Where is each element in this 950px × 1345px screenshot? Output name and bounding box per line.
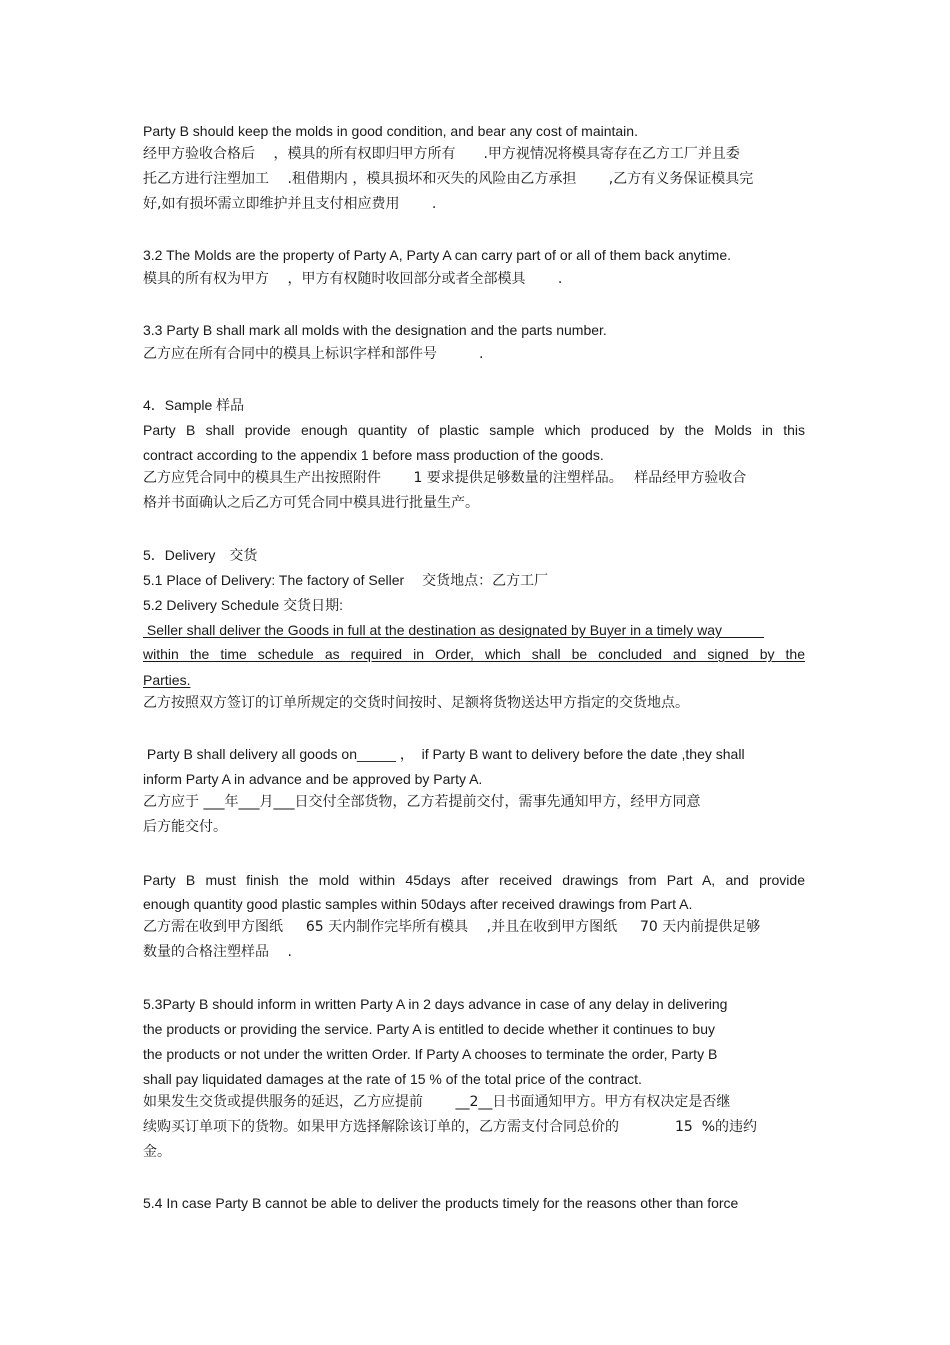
section-5-heading: 5．Delivery 交货: [143, 547, 258, 563]
clause-5-3-english-line-4: shall pay liquidated damages at the rate of 15 % of the total price of the contract.: [143, 1071, 642, 1087]
section-4-chinese-line-2: 格并书面确认之后乙方可凭合同中模具进行批量生产。: [143, 495, 479, 511]
clause-5-1-place-of-delivery: 5.1 Place of Delivery: The factory of Seller 交货地点：乙方工厂: [143, 572, 549, 588]
mold-finish-chinese-line-2: 数量的合格注塑样品 .: [143, 944, 292, 960]
seller-obligation-line-1: Seller shall deliver the Goods in full at the destination as designated by Buyer in a timely way: [143, 622, 764, 638]
clause-3-1-chinese-line-3: 好,如有损坏需立即维护并且支付相应费用 .: [143, 196, 437, 212]
section-4-english-line-1: Party B shall provide enough quantity of plastic sample which produced by the Molds in this: [143, 422, 805, 438]
clause-3-1-english: Party B should keep the molds in good condition, and bear any cost of maintain.: [143, 123, 638, 139]
clause-5-3-chinese-line-1: 如果发生交货或提供服务的延迟，乙方应提前 __2__日书面通知甲方。甲方有权决定是否继: [143, 1094, 731, 1110]
clause-3-3-chinese: 乙方应在所有合同中的模具上标识字样和部件号 .: [143, 346, 484, 362]
mold-finish-english-line-1: Party B must finish the mold within 45days after received drawings from Part A, and provide: [143, 872, 805, 888]
clause-5-3-english-line-1: 5.3Party B should inform in written Party A in 2 days advance in case of any delay in delivering: [143, 996, 728, 1012]
seller-obligation-chinese: 乙方按照双方签订的订单所规定的交货时间按时、足额将货物送达甲方指定的交货地点。: [143, 695, 689, 711]
seller-obligation-line-3: Parties.: [143, 672, 191, 688]
clause-3-1-chinese-line-2: 托乙方进行注塑加工 .租借期内 ，模具损坏和灭失的风险由乙方承担 ,乙方有义务保证模具完: [143, 171, 754, 187]
clause-5-4-english: 5.4 In case Party B cannot be able to deliver the products timely for the reasons other than force: [143, 1195, 739, 1211]
clause-3-3-english: 3.3 Party B shall mark all molds with the designation and the parts number.: [143, 322, 607, 338]
clause-5-3-english-line-2: the products or providing the service. Party A is entitled to decide whether it continues to buy: [143, 1021, 715, 1037]
clause-3-2-chinese: 模具的所有权为甲方 ，甲方有权随时收回部分或者全部模具 .: [143, 271, 563, 287]
clause-5-3-chinese-line-3: 金。: [143, 1144, 171, 1160]
clause-3-2-english: 3.2 The Molds are the property of Party A, Party A can carry part of or all of them back anytime.: [143, 247, 732, 263]
party-b-delivery-line-1: Party B shall delivery all goods on_____ ， if Party B want to delivery before the date ,they shall: [143, 746, 745, 762]
clause-3-1-chinese-line-1: 经甲方验收合格后 ，模具的所有权即归甲方所有 .甲方视情况将模具寄存在乙方工厂并且委: [143, 146, 740, 162]
section-4-chinese-line-1: 乙方应凭合同中的模具生产出按照附件 1 要求提供足够数量的注塑样品。 样品经甲方验收合: [143, 470, 747, 486]
party-b-delivery-line-2: inform Party A in advance and be approved by Party A.: [143, 771, 483, 787]
clause-5-3-chinese-line-2: 续购买订单项下的货物。如果甲方选择解除该订单的，乙方需支付合同总价的 15 %的违约: [143, 1119, 758, 1135]
party-b-delivery-chinese-line-1: 乙方应于 ___年___月___日交付全部货物，乙方若提前交付，需事先通知甲方，经甲方同意: [143, 794, 701, 810]
mold-finish-chinese-line-1: 乙方需在收到甲方图纸 65 天内制作完毕所有模具 ,并且在收到甲方图纸 70 天内前提供足够: [143, 919, 761, 935]
mold-finish-english-line-2: enough quantity good plastic samples within 50days after received drawings from Part A.: [143, 896, 693, 912]
clause-5-3-english-line-3: the products or not under the written Order. If Party A chooses to terminate the order, Party B: [143, 1046, 718, 1062]
clause-5-2-delivery-schedule: 5.2 Delivery Schedule 交货日期:: [143, 597, 343, 613]
section-4-heading: 4．Sample 样品: [143, 397, 245, 413]
party-b-delivery-chinese-line-2: 后方能交付。: [143, 819, 227, 835]
section-4-english-line-2: contract according to the appendix 1 before mass production of the goods.: [143, 447, 604, 463]
seller-obligation-line-2: within the time schedule as required in Order, which shall be concluded and signed by the: [143, 646, 805, 662]
